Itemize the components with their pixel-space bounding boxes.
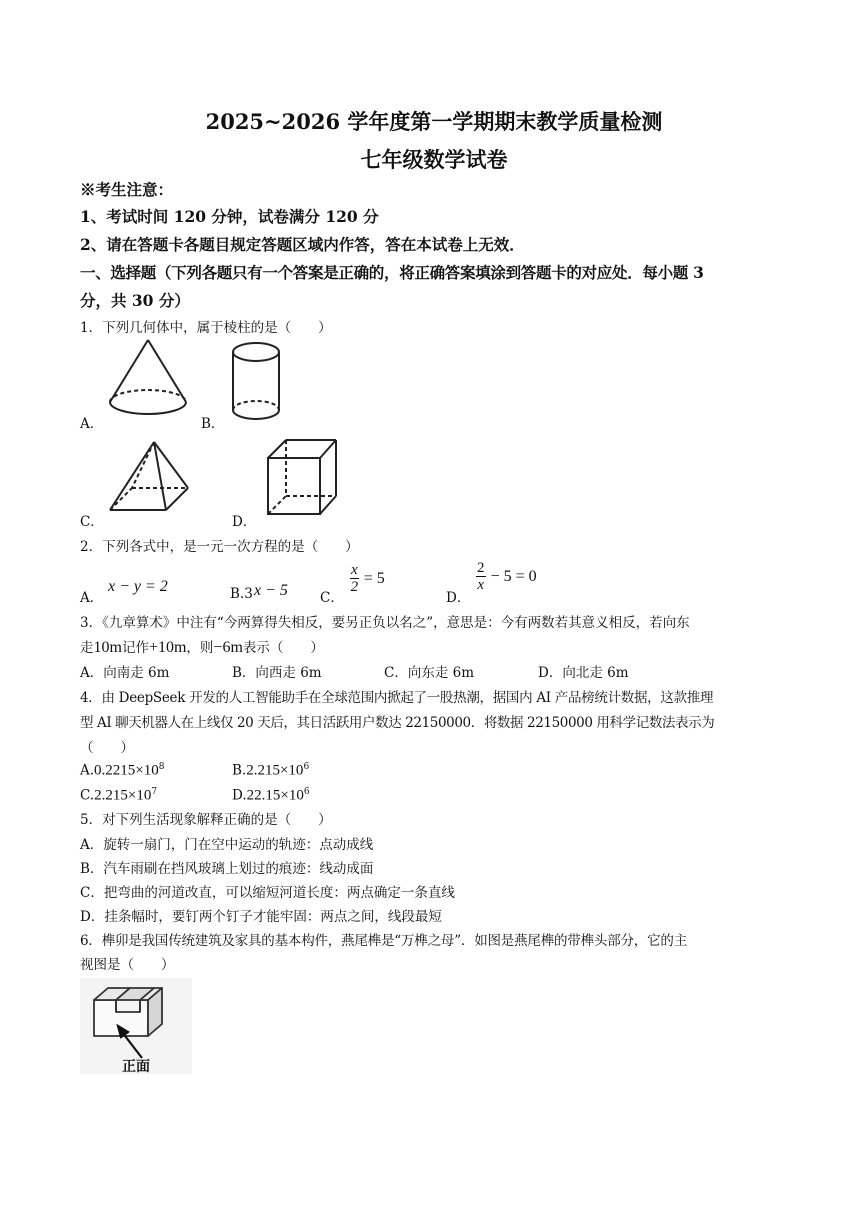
q3-line2 <box>80 636 324 657</box>
q2-stem: 2．下列各式中，是一元一次方程的是（ ） <box>80 539 359 555</box>
q2-c-denominator: 2 <box>350 579 359 595</box>
q2-option-b-label: B.3 <box>230 586 253 602</box>
dovetail-tenon-figure <box>80 978 192 1074</box>
q5-option-d: D．挂条幅时，要钉两个钉子才能牢固：两点之间，线段最短 <box>80 909 442 925</box>
q1-stem: 1．下列几何体中，属于棱柱的是（ ） <box>80 320 332 336</box>
q3-option-c: C．向东走 6m <box>384 665 475 681</box>
q3-option-a: A．向南走 6m <box>80 665 170 681</box>
q4-a-value: 0.2215×10 <box>94 762 159 779</box>
q4-d-exponent: 6 <box>303 787 310 797</box>
q6-line1: 6．榫卯是我国传统建筑及家具的基本构件，燕尾榫是“万榫之母”．如图是燕尾榫的带榫头部分，它的主 <box>80 933 687 949</box>
q3-option-b: B．向西走 6m <box>232 665 322 681</box>
q4-b-exponent: 6 <box>303 762 310 772</box>
q4-option-c <box>80 787 157 805</box>
q4-c-exponent: 7 <box>151 787 158 797</box>
section1-heading: 一、选择题（下列各题只有一个答案是正确的，将正确答案填涂到答题卡的对应处．每小题 3 <box>80 263 704 282</box>
q5-option-a: A．旋转一扇门，门在空中运动的轨迹：点动成线 <box>80 837 374 853</box>
q2-option-c-label: C． <box>320 590 344 606</box>
q4-d-value: 22.15×10 <box>246 787 304 804</box>
q3-text-e: ，则 <box>186 640 214 656</box>
q2-c-rest: = 5 <box>363 570 385 587</box>
q2-option-d-expr <box>476 560 537 593</box>
q4-b-label: B. <box>232 762 247 779</box>
q3-val-minus6m: −6m <box>213 639 243 656</box>
q1-option-b-label: B． <box>201 416 225 432</box>
q2-option-a-label: A． <box>80 590 104 606</box>
q2-option-c-expr <box>350 562 385 595</box>
q4-c-value: 2.215×10 <box>94 787 152 804</box>
q1-option-a-label: A． <box>80 416 104 432</box>
q4-b-value: 2.215×10 <box>246 762 304 779</box>
q5-stem: 5．对下列生活现象解释正确的是（ ） <box>80 812 332 828</box>
exam-title: 2025~2026 学年度第一学期期末教学质量检测 <box>205 109 663 134</box>
cone-figure <box>104 336 194 422</box>
q3-text-g: 表示（ ） <box>242 640 324 656</box>
notice-item-1: 1、考试时间 120 分钟，试卷满分 120 分 <box>80 207 379 226</box>
q2-c-numerator: x <box>351 562 358 578</box>
q3-val-10m: 10m <box>93 639 122 656</box>
q2-option-a-expr: x − y = 2 <box>108 578 168 595</box>
q2-option-d-label: D． <box>446 590 471 606</box>
notice-heading: ※考生注意： <box>80 180 174 199</box>
q4-option-b <box>232 762 309 780</box>
notice-item-2: 2、请在答题卡各题目规定答题区域内作答，答在本试卷上无效． <box>80 235 525 254</box>
q2-d-numerator: 2 <box>477 560 485 576</box>
exam-subtitle: 七年级数学试卷 <box>360 147 508 172</box>
q4-line3: （ ） <box>80 740 134 756</box>
q4-option-d <box>232 787 310 805</box>
q1-option-c-label: C． <box>80 514 104 530</box>
q4-c-label: C. <box>80 787 95 804</box>
q2-d-denominator: x <box>477 577 485 593</box>
q3-text-c: 记作 <box>121 640 149 656</box>
q4-line1: 4．由 DeepSeek 开发的人工智能助手在全球范围内掀起了一股热潮，据国内 AI 产品榜统计数据，这款推理 <box>80 690 714 706</box>
q5-option-b: B．汽车雨刷在挡风玻璃上划过的痕迹：线动成面 <box>80 861 374 877</box>
q2-d-rest: − 5 = 0 <box>490 568 537 585</box>
q3-option-d: D．向北走 6m <box>538 665 629 681</box>
section1-heading-cont: 分，共 30 分） <box>80 291 190 310</box>
q4-line2: 型 AI 聊天机器人在上线仅 20 天后，其日活跃用户数达 22150000．将数据 22150000 用科学记数法表示为 <box>80 715 715 731</box>
q4-d-label: D. <box>232 787 247 804</box>
q4-option-a <box>80 762 165 780</box>
cube-figure <box>264 436 340 520</box>
q3-text-a: 走 <box>80 640 94 656</box>
q2-d-fraction <box>476 560 486 593</box>
q2-option-b-expr: x − 5 <box>254 582 288 599</box>
q6-line2: 视图是（ ） <box>80 957 175 973</box>
q4-a-exponent: 8 <box>158 762 165 772</box>
q3-val-plus10m: +10m <box>148 639 187 656</box>
pyramid-figure <box>104 438 194 518</box>
front-view-label: 正面 <box>122 1059 150 1074</box>
q1-option-d-label: D． <box>232 514 257 530</box>
q5-option-c: C．把弯曲的河道改直，可以缩短河道长度：两点确定一条直线 <box>80 885 455 901</box>
q3-line1: 3．《九章算术》中注有“今两算得失相反，要另正负以名之”，意思是：今有两数若其意义相反，若向东 <box>80 615 690 631</box>
q4-a-label: A. <box>80 762 95 779</box>
q2-c-fraction <box>350 562 359 595</box>
cylinder-figure <box>228 340 284 422</box>
